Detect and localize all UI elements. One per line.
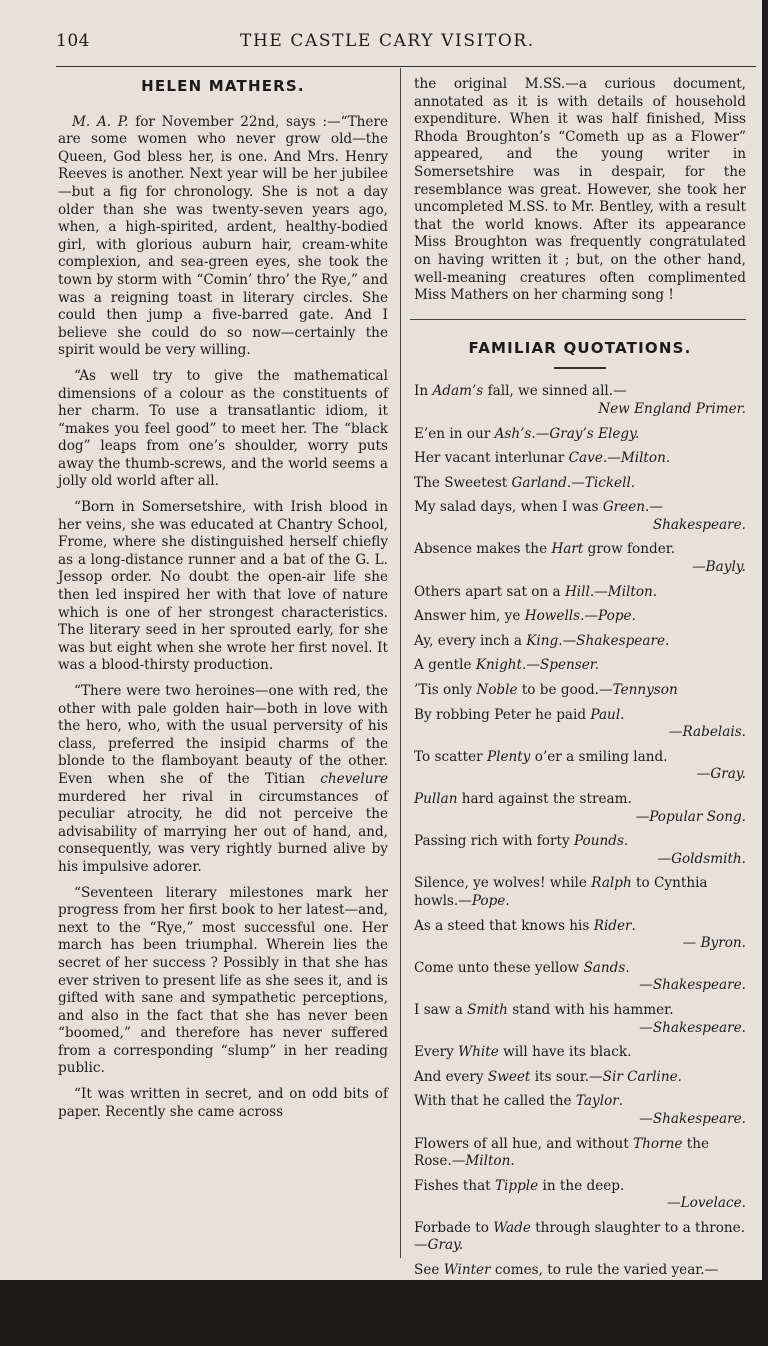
quotation-text: Come unto these yellow Sands. bbox=[414, 959, 630, 976]
quotation-attribution: —Lovelace. bbox=[667, 1195, 746, 1212]
quotation-attribution: —Wordsworth. bbox=[644, 1321, 746, 1338]
quotation-attribution: Pope. bbox=[471, 892, 510, 909]
quotation-text: The deep and gloomy Wood. bbox=[414, 1304, 609, 1321]
quotation-attribution: —Shakespeare. bbox=[639, 1110, 746, 1127]
quotation-text: Absence makes the Hart grow fonder. bbox=[414, 541, 676, 558]
quotation-attribution: Spenser. bbox=[539, 657, 600, 674]
quotation-text: E’en in our Ash’s.—Gray’s Elegy. bbox=[414, 425, 640, 442]
quoted-surname: Hart bbox=[551, 541, 584, 558]
quoted-surname: Taylor bbox=[575, 1093, 619, 1110]
quoted-surname: Pounds bbox=[573, 833, 624, 850]
quotation-attribution: Milton. bbox=[465, 1153, 515, 1170]
quotation-text: Forbade to Wade through slaughter to a throne.—Gray. bbox=[414, 1219, 746, 1254]
article-paragraph: “Seventeen literary milestones mark her progress from her first book to her latest—and, next to the “Rye,” most successful one. Her march has been triumphal. Wherein lies the secret of her success ? Possibly in that she has ever striven to present life as she sees it, and is gifted with sane and sympathetic perceptions, and also in the fact that she has never been “boomed,” and therefore has never suffered from a corresponding “slump” in her reading public. bbox=[58, 884, 388, 1077]
article-paragraph: “As well try to give the mathematical dimensions of a colour as the constituents of her charm. To use a transatlantic idiom, it “makes you feel good” to meet her. The “black dog” leaps from one’s shoulder, worry puts away the thumb-screws, and the world seems a jolly old world after all. bbox=[58, 367, 388, 490]
quotation-text: Passing rich with forty Pounds. bbox=[414, 833, 629, 850]
quotation-item bbox=[414, 960, 746, 995]
article-paragraph: “Born in Somersetshire, with Irish blood in her veins, she was educated at Chantry School, Frome, where she distinguished herself chiefly as a long-distance runner and a bat of the G. L. Jessop order. No doubt the open-air life she then led inspired her with that love of nature which is one of her strongest characteristics. The literary seed in her sprouted early, for she was but eight when she wrote her first novel. It was a blood-thirsty production. bbox=[58, 499, 388, 674]
quotation-text: ’Tis only Noble to be good.—Tennyson bbox=[414, 682, 678, 699]
quotation-attribution: Milton. bbox=[607, 583, 658, 600]
quotation-item bbox=[414, 426, 746, 444]
quotation-attribution: Gray. bbox=[427, 1237, 464, 1254]
quoted-surname: Ralph bbox=[591, 875, 632, 892]
quotation-item bbox=[414, 541, 746, 576]
article-continuation: the original M.SS.—a curious document, annotated as it is with details of household expenditure. When it was half finished, Miss Rhoda Broughton’s “Cometh up as a Flower” appeared, and the young writer in Somersetshire was in despair, for the resemblance was great. However, she took her uncompleted M.SS. to Mr. Bentley, with a result that the world knows. After its appearance Miss Broughton was frequently congratulated on having written it ; but, on the other hand, well-meaning creatures often complimented Miss Mathers on her charming song ! bbox=[414, 76, 746, 304]
quotation-text: Others apart sat on a Hill.—Milton. bbox=[414, 583, 658, 600]
quotation-text: Ay, every inch a King.—Shakespeare. bbox=[414, 632, 670, 649]
source-citation: M. A. P. bbox=[72, 113, 129, 130]
article-helen-mathers bbox=[58, 76, 388, 1129]
running-title: THE CASTLE CARY VISITOR. bbox=[240, 31, 535, 51]
quotation-text: Flowers of all hue, and without Thorne the Rose.—Milton. bbox=[414, 1135, 710, 1170]
quotation-text: To scatter Plenty o’er a smiling land. bbox=[414, 748, 668, 765]
quotation-text: I saw a Smith stand with his hammer. bbox=[414, 1001, 674, 1018]
quotation-text: As a steed that knows his Rider. bbox=[414, 917, 636, 934]
quotation-attribution: —Gray. bbox=[696, 766, 746, 783]
quotation-item bbox=[414, 1093, 746, 1128]
quotation-list bbox=[414, 383, 746, 1339]
quotation-attribution: New England Primer. bbox=[598, 400, 746, 417]
quoted-surname: Green bbox=[602, 499, 646, 516]
quoted-surname: Thorne bbox=[633, 1135, 683, 1152]
quotation-attribution: Tickell. bbox=[584, 474, 636, 491]
header-rule bbox=[56, 66, 756, 67]
quoted-surname: Winter bbox=[443, 1262, 491, 1279]
quotation-attribution: Milton. bbox=[620, 450, 671, 467]
article-heading: HELEN MATHERS. bbox=[141, 77, 305, 95]
quotation-attribution: —Shakespeare. bbox=[639, 977, 746, 994]
quotation-item bbox=[414, 1178, 746, 1213]
quoted-surname: Ash’s bbox=[494, 425, 532, 442]
quoted-surname: Paul bbox=[590, 706, 621, 723]
quotation-item bbox=[414, 450, 746, 468]
column-divider bbox=[400, 68, 401, 1258]
quoted-surname: Pullan bbox=[414, 791, 458, 807]
quotation-item bbox=[414, 1069, 746, 1087]
quotation-attribution: —Popular Song. bbox=[635, 808, 746, 825]
quotation-text: Fishes that Tipple in the deep. bbox=[414, 1177, 625, 1194]
quoted-surname: Wood bbox=[566, 1304, 605, 1321]
quotation-item bbox=[414, 499, 746, 534]
quoted-surname: Hill bbox=[564, 583, 590, 600]
quotation-attribution: —Shakespeare. bbox=[639, 1019, 746, 1036]
quotation-text: By robbing Peter he paid Paul. bbox=[414, 706, 625, 723]
quoted-surname: Rider bbox=[593, 917, 632, 934]
quotation-item bbox=[414, 707, 746, 742]
right-column bbox=[414, 76, 746, 1346]
quotation-item bbox=[414, 875, 746, 910]
quoted-surname: Cave bbox=[568, 450, 603, 467]
quotation-text: A gentle Knight.—Spenser. bbox=[414, 657, 600, 674]
quotation-attribution: Gray’s Elegy. bbox=[549, 425, 640, 442]
quotations-heading: FAMILIAR QUOTATIONS. bbox=[468, 338, 692, 357]
quotation-item bbox=[414, 657, 746, 675]
quoted-surname: Tipple bbox=[494, 1177, 539, 1194]
quotation-item bbox=[414, 1044, 746, 1062]
quoted-surname: Sands bbox=[583, 959, 626, 976]
quotation-item bbox=[414, 633, 746, 651]
quotation-attribution: Thomson. bbox=[414, 1279, 482, 1296]
quoted-surname: Howells bbox=[524, 608, 581, 625]
page-number: 104 bbox=[56, 31, 90, 51]
quotation-text: Pullan hard against the stream. bbox=[414, 791, 632, 807]
quotation-text: Answer him, ye Howells.—Pope. bbox=[414, 608, 636, 625]
quotation-attribution: Pope. bbox=[598, 608, 636, 625]
quotation-text: In Adam’s fall, we sinned all.— bbox=[414, 383, 627, 400]
quotation-item bbox=[414, 833, 746, 868]
quoted-surname: White bbox=[458, 1044, 499, 1061]
quotation-text: The Sweetest Garland.—Tickell. bbox=[414, 474, 636, 491]
heading-underline bbox=[554, 367, 606, 369]
quotation-item bbox=[414, 682, 746, 700]
quotation-attribution: — Byron. bbox=[682, 935, 746, 952]
quotation-attribution: —Rabelais. bbox=[668, 724, 746, 741]
quoted-surname: Adam’s bbox=[432, 383, 484, 400]
article-paragraph: “There were two heroines—one with red, the other with pale golden hair—both in love with the hero, who, with the usual perversity of his class, preferred the insipid charms of the blonde to the flamboyant beauty of the other. Even when she of the Titian chevelure murdered her rival in circumstances of peculiar atrocity, he did not perceive the advisability of marrying her out of hand, and, consequently, was very rightly burned alive by his impulsive adorer. bbox=[58, 683, 388, 875]
quoted-surname: Garland bbox=[511, 474, 567, 491]
quotation-text: My salad days, when I was Green.— bbox=[414, 499, 663, 516]
quoted-surname: Noble bbox=[476, 682, 518, 699]
quotation-item bbox=[414, 475, 746, 493]
quotation-item bbox=[414, 1220, 746, 1255]
quotation-text: Every White will have its black. bbox=[414, 1044, 632, 1061]
quotation-item bbox=[414, 749, 746, 784]
quotation-item bbox=[414, 918, 746, 953]
quotation-text: Her vacant interlunar Cave.—Milton. bbox=[414, 450, 671, 467]
quoted-surname: Plenty bbox=[487, 748, 531, 765]
quotation-item bbox=[414, 383, 746, 418]
section-rule bbox=[410, 319, 746, 320]
article-paragraph: M. A. P. for November 22nd, says :—“There are some women who never grow old—the Queen, God bless her, is one. And Mrs. Henry Reeves is another. Next year will be her jubilee—but a fig for chronology. She is not a day older than she was twenty-seven years ago, when, a high-spirited, ardent, healthy-bodied girl, with glorious auburn hair, cream-white complexion, and sea-green eyes, she took the town by storm with “Comin’ thro’ the Rye,” and was a reigning toast in literary circles. She could then jump a five-barred gate. And I believe she could do so now—certainly the spirit would be very willing. bbox=[58, 113, 388, 359]
quotation-attribution: Sir Carline. bbox=[602, 1068, 682, 1085]
quotation-attribution: Shakespeare. bbox=[652, 516, 746, 533]
quotation-text: And every Sweet its sour.—Sir Carline. bbox=[414, 1068, 682, 1085]
quotation-item bbox=[414, 584, 746, 602]
quotation-text: With that he called the Taylor. bbox=[414, 1093, 624, 1110]
quoted-surname: King bbox=[526, 632, 559, 649]
quoted-surname: Sweet bbox=[487, 1068, 531, 1085]
quotation-attribution: —Goldsmith. bbox=[657, 850, 746, 867]
quotation-item bbox=[414, 791, 746, 826]
quotation-text: Silence, ye wolves! while Ralph to Cynthia howls.—Pope. bbox=[414, 875, 708, 909]
quoted-surname: Knight bbox=[475, 657, 523, 674]
quotation-text: See Winter comes, to rule the varied year.—Thomson. bbox=[414, 1262, 719, 1296]
quotation-attribution: —Bayly. bbox=[692, 559, 746, 576]
quotation-attribution: Shakespeare. bbox=[576, 632, 670, 649]
quoted-surname: Smith bbox=[467, 1001, 508, 1018]
quotation-attribution: Tennyson bbox=[612, 682, 678, 699]
quotation-item bbox=[414, 608, 746, 626]
article-paragraph: “It was written in secret, and on odd bits of paper. Recently she came across bbox=[58, 1086, 388, 1120]
quotation-item bbox=[414, 1136, 746, 1171]
quoted-surname: Wade bbox=[493, 1219, 531, 1236]
quotation-item bbox=[414, 1002, 746, 1037]
quotation-item bbox=[414, 1304, 746, 1339]
